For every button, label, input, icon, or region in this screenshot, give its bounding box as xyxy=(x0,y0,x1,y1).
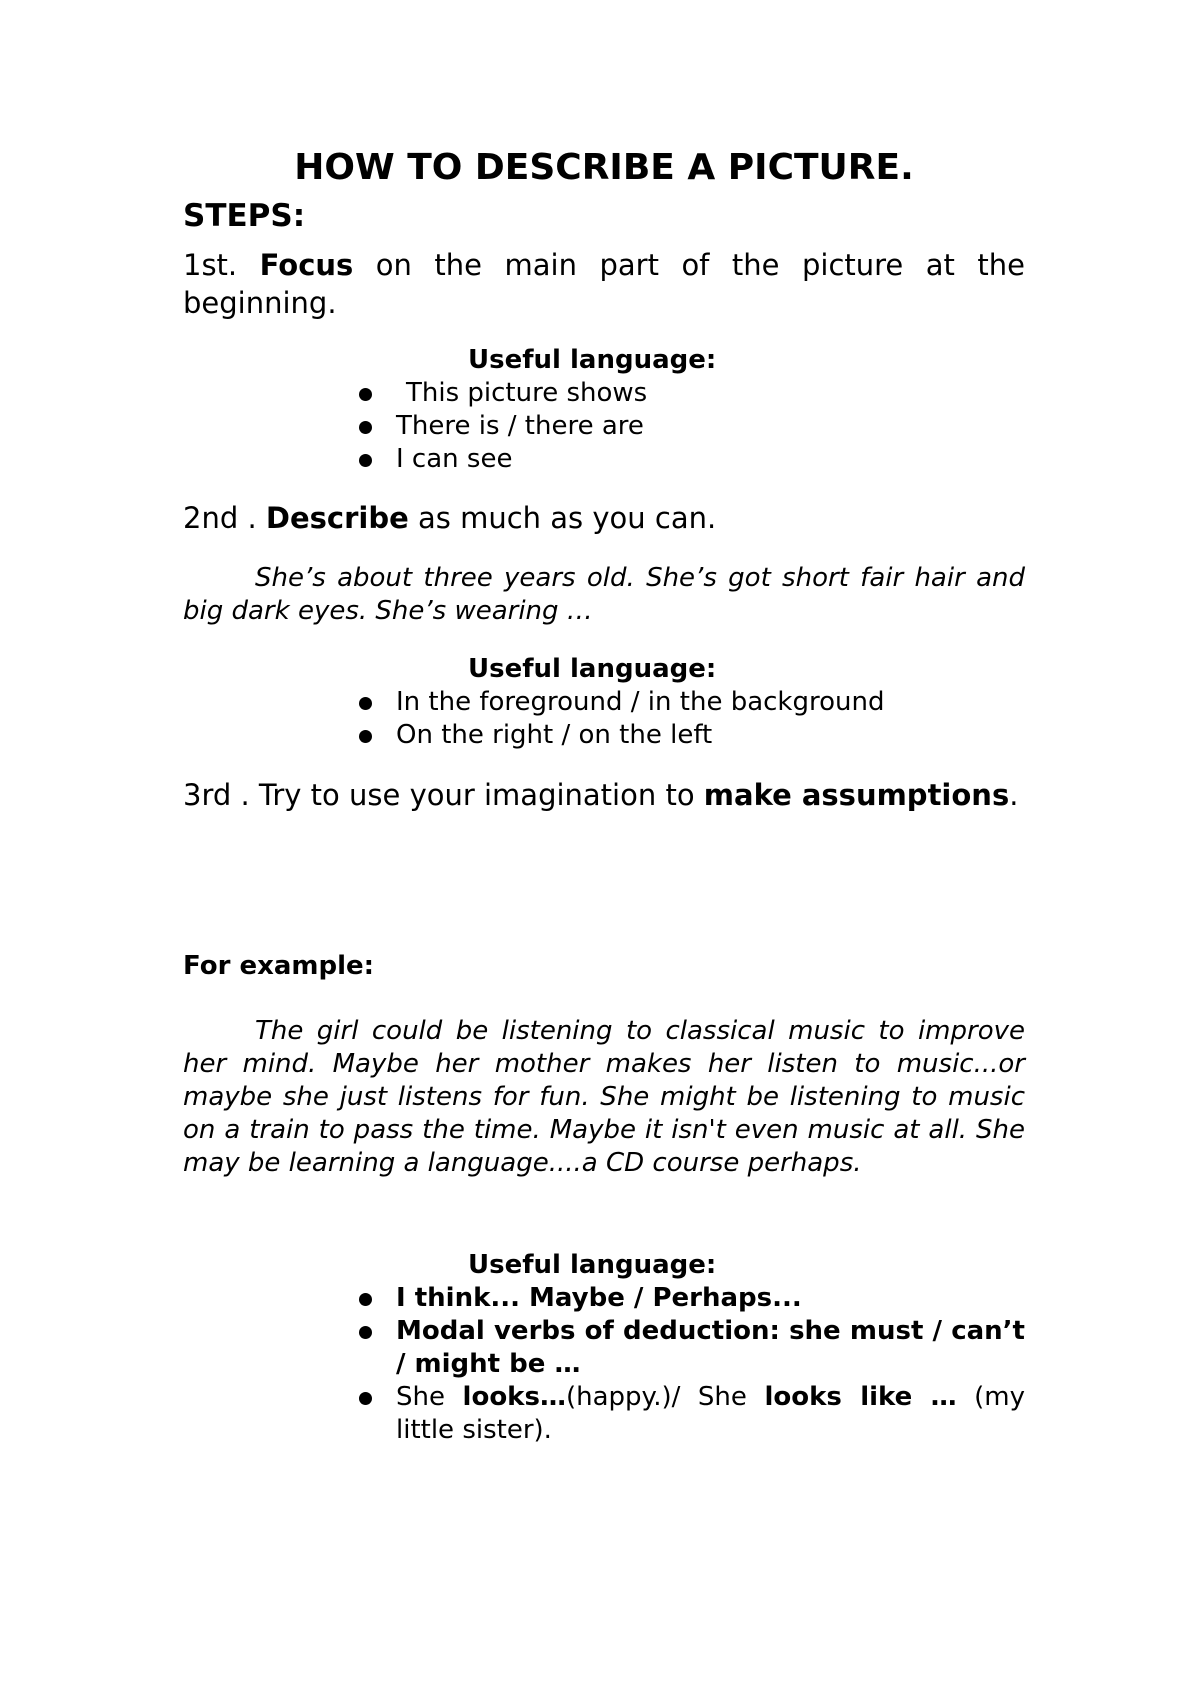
list-item: In the foreground / in the background xyxy=(183,686,1025,719)
step-2-keyword: Describe xyxy=(265,501,409,535)
for-example-label: For example: xyxy=(183,951,375,981)
list-item: This picture shows xyxy=(183,377,1025,410)
step-1-keyword: Focus xyxy=(259,248,354,282)
step-1-text: on the main part of the picture at the beginning. xyxy=(183,248,1025,320)
step-1-useful-heading: Useful language: xyxy=(468,345,717,375)
step-3-paragraph xyxy=(183,776,1025,814)
step-3-keyword: make assumptions xyxy=(703,778,1010,812)
page-title: HOW TO DESCRIBE A PICTURE. xyxy=(294,147,914,188)
step-1-paragraph xyxy=(183,246,1025,322)
step-3-example xyxy=(183,1015,1025,1180)
steps-heading: STEPS: xyxy=(183,198,306,234)
step-3-prefix: 3rd . Try to use your imagination to xyxy=(183,778,704,812)
step-2-text: as much as you can. xyxy=(408,501,717,535)
step-3-example-text: The girl could be listening to classical music to improve her mind. Maybe her mother makes her listen to music...or maybe she just listens for fun. She might be listening to music on a train to pass the time. Maybe it isn't even music at all. She may be learning a language....a CD course perhaps. xyxy=(183,1016,1025,1178)
step-2-prefix: 2nd . xyxy=(183,501,266,535)
step-2-paragraph xyxy=(183,499,1025,537)
list-item: There is / there are xyxy=(183,410,1025,443)
list-item: I can see xyxy=(183,443,1025,476)
list-item: She looks…(happy.)/ She looks like … (my little sister). xyxy=(183,1381,1025,1447)
step-2-useful-heading: Useful language: xyxy=(468,654,717,684)
step-3-useful-heading: Useful language: xyxy=(468,1250,717,1280)
step-3-suffix: . xyxy=(1009,778,1019,812)
list-item: On the right / on the left xyxy=(183,719,1025,752)
step-2-example xyxy=(183,562,1025,628)
list-item: Modal verbs of deduction: she must / can’t / might be … xyxy=(183,1315,1025,1381)
step-1-prefix: 1st. xyxy=(183,248,260,282)
step-3-useful-list xyxy=(183,1282,1025,1447)
step-1-useful-list xyxy=(183,377,1025,476)
step-2-useful-list xyxy=(183,686,1025,752)
step-2-example-text: She’s about three years old. She’s got short fair hair and big dark eyes. She’s wearing … xyxy=(183,563,1025,626)
list-item: I think... Maybe / Perhaps... xyxy=(183,1282,1025,1315)
